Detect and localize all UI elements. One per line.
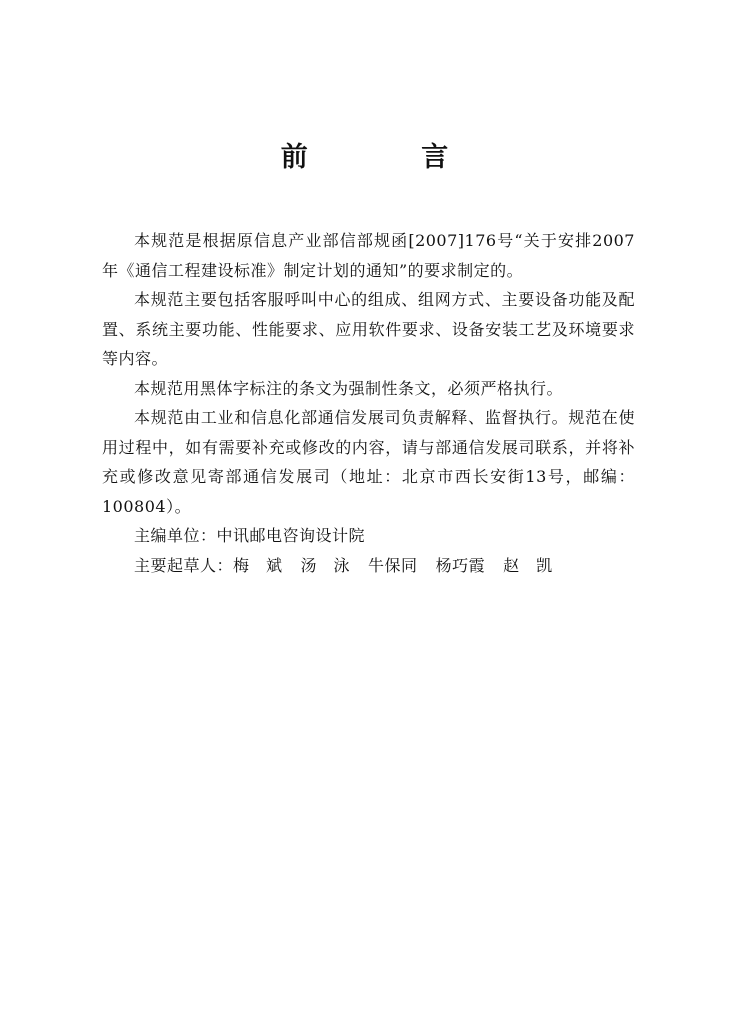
paragraph-basis: 本规范是根据原信息产业部信部规函[2007]176号“关于安排2007年《通信工程建设标准》制定计划的通知”的要求制定的。 bbox=[102, 231, 635, 280]
document-body bbox=[102, 226, 635, 580]
drafter-name: 赵 凯 bbox=[503, 555, 553, 575]
drafters-label: 主要起草人： bbox=[134, 555, 234, 575]
drafter-name: 牛保同 bbox=[368, 555, 418, 575]
paragraph-contact: 本规范由工业和信息化部通信发展司负责解释、监督执行。规范在使用过程中，如有需要补充或修改的内容，请与部通信发展司联系，并将补充或修改意见寄部通信发展司（地址：北京市西长安街13号，邮编：100804）。 bbox=[102, 408, 635, 516]
editor-line bbox=[102, 521, 635, 551]
drafters-line bbox=[102, 551, 635, 581]
page-title: 前 言 bbox=[280, 142, 501, 173]
drafter-name: 杨巧霞 bbox=[435, 555, 486, 575]
drafter-name: 梅 斌 bbox=[233, 555, 283, 575]
paragraph-scope: 本规范主要包括客服呼叫中心的组成、组网方式、主要设备功能及配置、系统主要功能、性能要求、应用软件要求、设备安装工艺及环境要求等内容。 bbox=[102, 290, 635, 368]
editor-value: 中讯邮电咨询设计院 bbox=[216, 526, 366, 545]
drafter-name: 汤 泳 bbox=[300, 555, 351, 575]
editor-label: 主编单位： bbox=[134, 526, 217, 545]
paragraph-mandatory: 本规范用黑体字标注的条文为强制性条文，必须严格执行。 bbox=[134, 378, 564, 398]
